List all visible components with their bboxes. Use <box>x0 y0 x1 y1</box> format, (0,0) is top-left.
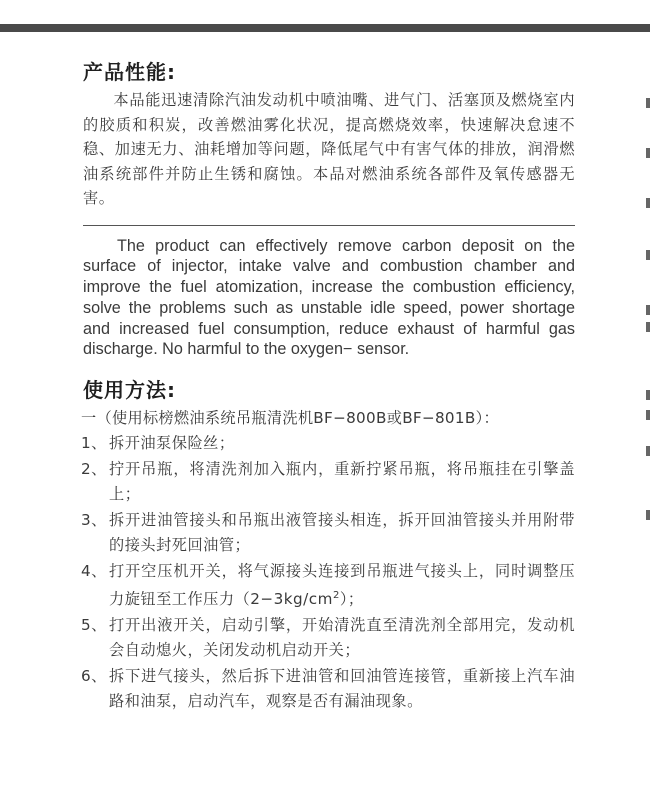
step-text: 打开空压机开关，将气源接头连接到吊瓶进气接头上，同时调整压力旋钮至工作压力（2−3kg/cm <box>109 562 575 608</box>
performance-title: 产品性能: <box>83 60 176 84</box>
step-item <box>83 457 575 506</box>
step-text: 拧开吊瓶，将清洗剂加入瓶内，重新拧紧吊瓶，将吊瓶挂在引擎盖上； <box>109 460 575 503</box>
step-item <box>83 664 575 713</box>
page-edge-mark <box>646 410 650 420</box>
step-number: 1、 <box>81 433 107 452</box>
step-text: 拆开油泵保险丝； <box>109 433 235 452</box>
usage-title: 使用方法: <box>83 378 176 403</box>
step-number: 2、 <box>81 460 107 479</box>
page-edge-mark <box>646 390 650 400</box>
step-text: 拆下进气接头，然后拆下进油管和回油管连接管，重新接上汽车油路和油泵，启动汽车，观察是否有漏油现象。 <box>109 667 575 710</box>
page-edge-mark <box>646 198 650 208</box>
step-text: 拆开进油管接头和吊瓶出液管接头相连，拆开回油管接头并用附带的接头封死回油管； <box>109 511 575 554</box>
page-edge-mark <box>646 98 650 108</box>
section-divider <box>83 225 575 226</box>
page-edge-mark <box>646 322 650 332</box>
page-edge-mark <box>646 305 650 315</box>
page-edge-mark <box>646 446 650 456</box>
step-text: 打开出液开关，启动引擎，开始清洗直至清洗剂全部用完，发动机会自动熄火，关闭发动机启动开关； <box>109 616 575 659</box>
performance-description-en: The product can effectively remove carbon deposit on the surface of injector, intake valve and combustion chamber and improve the fuel atomization, increase the combustion efficiency, solve the problems such as unstable idle speed, power shortage and increased fuel consumption, reduce exhaust of harmful gas discharge. No harmful to the oxygen− sensor. <box>83 236 575 359</box>
step-number: 5、 <box>81 616 107 635</box>
unit-superscript: 2 <box>332 589 340 601</box>
page-edge-mark <box>646 148 650 158</box>
step-item <box>83 508 575 557</box>
page-edge-mark <box>646 250 650 260</box>
step-item <box>83 559 575 611</box>
step-number: 6、 <box>81 667 107 686</box>
usage-steps-list <box>83 431 575 714</box>
step-text-end: ）； <box>339 589 364 608</box>
page-edge-mark <box>646 510 650 520</box>
document-body <box>83 58 575 715</box>
step-number: 4、 <box>81 562 107 581</box>
performance-description-zh: 本品能迅速清除汽油发动机中喷油嘴、进气门、活塞顶及燃烧室内的胶质和积炭，改善燃油雾化状况，提高燃烧效率，快速解决怠速不稳、加速无力、油耗增加等问题，降低尾气中有害气体的排放，润滑燃油系统部件并防止生锈和腐蚀。本品对燃油系统各部件及氧传感器无害。 <box>83 91 575 207</box>
top-divider-bar <box>0 24 650 32</box>
usage-intro: 一（使用标榜燃油系统吊瓶清洗机BF−800B或BF−801B）： <box>81 409 499 428</box>
step-item <box>83 431 575 456</box>
step-number: 3、 <box>81 511 107 530</box>
step-item <box>83 613 575 662</box>
